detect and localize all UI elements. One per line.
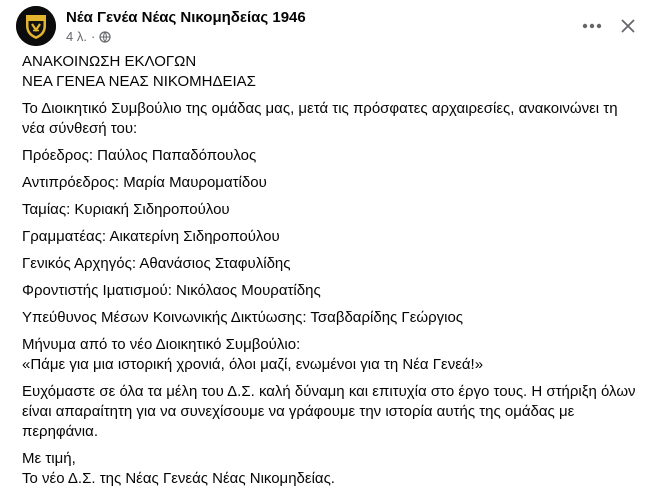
close-icon — [621, 19, 635, 33]
message-quote: «Πάμε για μια ιστορική χρονιά, όλοι μαζί, ενωμένοι για τη Νέα Γενεά!» — [22, 356, 484, 373]
board-member-vice-president: Αντιπρόεδρος: Μαρία Μαυροματίδου — [22, 174, 267, 191]
message-title: Μήνυμα από το νέο Διοικητικό Συμβούλιο: — [22, 336, 301, 353]
close-button[interactable] — [614, 12, 642, 40]
club-name-heading: ΝΕΑ ΓΕΝΕΑ ΝΕΑΣ ΝΙΚΟΜΗΔΕΙΑΣ — [22, 73, 256, 90]
closing-line: Με τιμή, — [22, 450, 76, 467]
post-body — [22, 52, 642, 489]
post-header — [16, 6, 642, 46]
globe-icon — [99, 31, 111, 43]
board-member-treasurer: Ταμίας: Κυριακή Σιδηροπούλου — [22, 201, 230, 218]
page-name[interactable]: Νέα Γενέα Νέας Νικομηδείας 1946 — [66, 9, 306, 26]
signature-line: Το νέο Δ.Σ. της Νέας Γενεάς Νέας Νικομηδείας. — [22, 470, 335, 487]
more-options-button[interactable] — [578, 12, 606, 40]
wishes-paragraph: Ευχόμαστε σε όλα τα μέλη του Δ.Σ. καλή δύναμη και επιτυχία στο έργο τους. Η στήριξη όλων είναι απαραίτητη για να συνεχίσουμε να γράφουμε την ιστορία αυτής της ομάδας με περηφάνια. — [22, 383, 636, 440]
more-options-icon — [582, 23, 602, 29]
board-member-secretary: Γραμματέας: Αικατερίνη Σιδηροπούλου — [22, 228, 280, 245]
board-member-social-media: Υπεύθυνος Μέσων Κοινωνικής Δικτύωσης: Τσαβδαρίδης Γεώργιος — [22, 309, 464, 326]
announcement-heading: ΑΝΑΚΟΙΝΩΣΗ ΕΚΛΟΓΩΝ — [22, 53, 197, 70]
board-member-general-captain: Γενικός Αρχηγός: Αθανάσιος Σταφυλίδης — [22, 255, 291, 272]
meta-separator: · — [90, 29, 96, 44]
post-meta — [66, 29, 111, 44]
intro-paragraph: Το Διοικητικό Συμβούλιο της ομάδας μας, μετά τις πρόσφατες αρχαιρεσίες, ανακοινώνει τη νέα σύνθεσή του: — [22, 100, 618, 137]
club-crest-icon — [16, 6, 56, 46]
page-avatar[interactable] — [16, 6, 56, 46]
board-member-president: Πρόεδρος: Παύλος Παπαδόπουλος — [22, 147, 257, 164]
board-member-kit-manager: Φροντιστής Ιματισμού: Νικόλαος Μουρατίδης — [22, 282, 321, 299]
post-timestamp[interactable]: 4 λ. — [66, 29, 87, 44]
